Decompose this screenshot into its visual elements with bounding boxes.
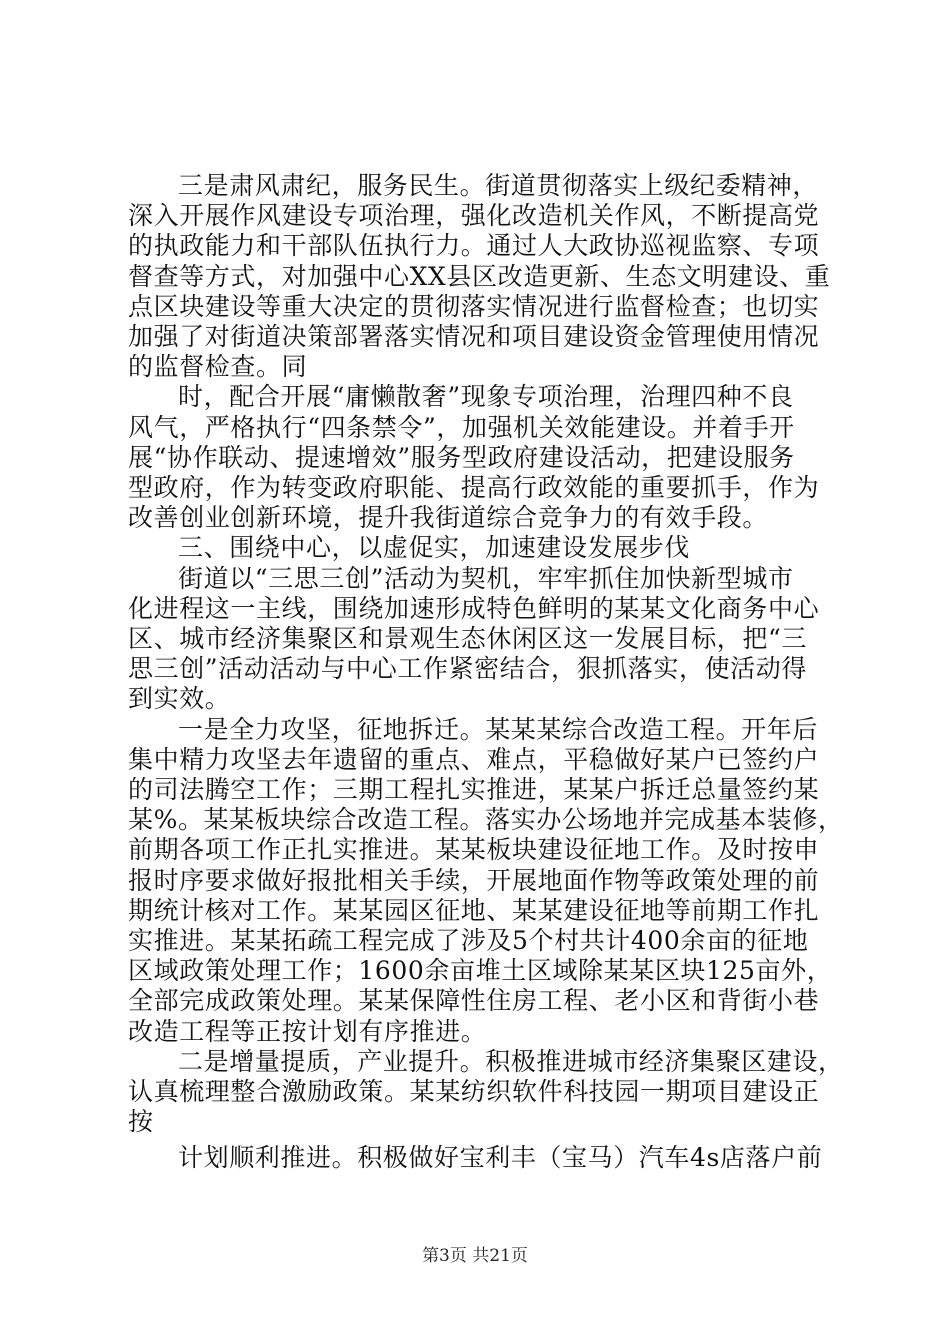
text-line: 区、城市经济集聚区和景观生态休闲区这一发展目标，把“三 [128,624,807,653]
text-line: 实推进。某某拓疏工程完成了涉及5个村共计400余亩的征地 [128,926,809,955]
text-line: 改善创业创新环境，提升我街道综合竞争力的有效手段。 [128,503,769,533]
section-heading: 三、围绕中心，以虚促实，加速建设发展步伐 [178,533,691,563]
text-line: 思三创”活动活动与中心工作紧密结合，狠抓落实，使活动得 [128,654,807,684]
text-line: 时，配合开展“庸懒散奢”现象专项治理，治理四种不良 [178,382,794,412]
text-line: 一是全力攻坚，征地拆迁。某某某综合改造工程。开年后 [178,714,819,744]
text-line: 到实效。 [128,684,231,714]
text-line: 街道以“三思三创”活动为契机，牢牢抓住加快新型城市 [178,563,794,593]
text-line: 二是增量提质，产业提升。积极推进城市经济集聚区建设， [178,1046,844,1076]
text-line: 计划顺利推进。积极做好宝利丰（宝马）汽车4s店落户前 [178,1143,823,1173]
text-line: 型政府，作为转变政府职能、提高行政效能的重要抓手，作为 [128,473,820,502]
text-line: 集中精力攻坚去年遗留的重点、难点，平稳做好某户已签约户 [128,744,820,774]
text-line: 展“协作联动、提速增效”服务型政府建设活动，把建设服务 [128,442,795,472]
text-line: 深入开展作风建设专项治理，强化改造机关作风，不断提高党 [128,201,820,231]
text-line: 认真梳理整合激励政策。某某纺织软件科技园一期项目建设正 [128,1077,820,1106]
text-line: 化进程这一主线，围绕加速形成特色鲜明的某某文化商务中心 [128,593,820,623]
text-line: 期统计核对工作。某某园区征地、某某建设征地等前期工作扎 [128,895,820,925]
text-line: 改造工程等正按计划有序推进。 [128,1016,487,1046]
text-line: 某%。某某板块综合改造工程。落实办公场地并完成基本装修， [128,805,844,835]
text-line: 的执政能力和干部队伍执行力。通过人大政协巡视监察、专项 [128,231,820,261]
text-line: 报时序要求做好报批相关手续，开展地面作物等政策处理的前 [128,865,820,895]
text-line: 督查等方式，对加强中心XX县区改造更新、生态文明建设、重 [128,261,831,291]
text-line: 三是肃风肃纪，服务民生。街道贯彻落实上级纪委精神， [178,171,819,200]
text-line: 点区块建设等重大决定的贯彻落实情况进行监督检查；也切实 [128,291,820,321]
text-line: 的司法腾空工作；三期工程扎实推进，某某户拆迁总量签约某 [128,775,820,804]
text-line: 按 [128,1107,154,1137]
text-line: 全部完成政策处理。某某保障性住房工程、老小区和背街小巷 [128,986,820,1016]
page-number-footer: 第3页 共21页 [422,1246,528,1266]
text-line: 风气，严格执行“四条禁令”，加强机关效能建设。并着手开 [128,412,795,442]
text-line: 加强了对街道决策部署落实情况和项目建设资金管理使用情况 [128,322,820,351]
text-line: 前期各项工作正扎实推进。某某板块建设征地工作。及时按申 [128,835,820,865]
text-line: 区域政策处理工作；1600余亩堆土区域除某某区块125亩外， [128,956,833,986]
text-line: 的监督检查。同 [128,352,308,382]
